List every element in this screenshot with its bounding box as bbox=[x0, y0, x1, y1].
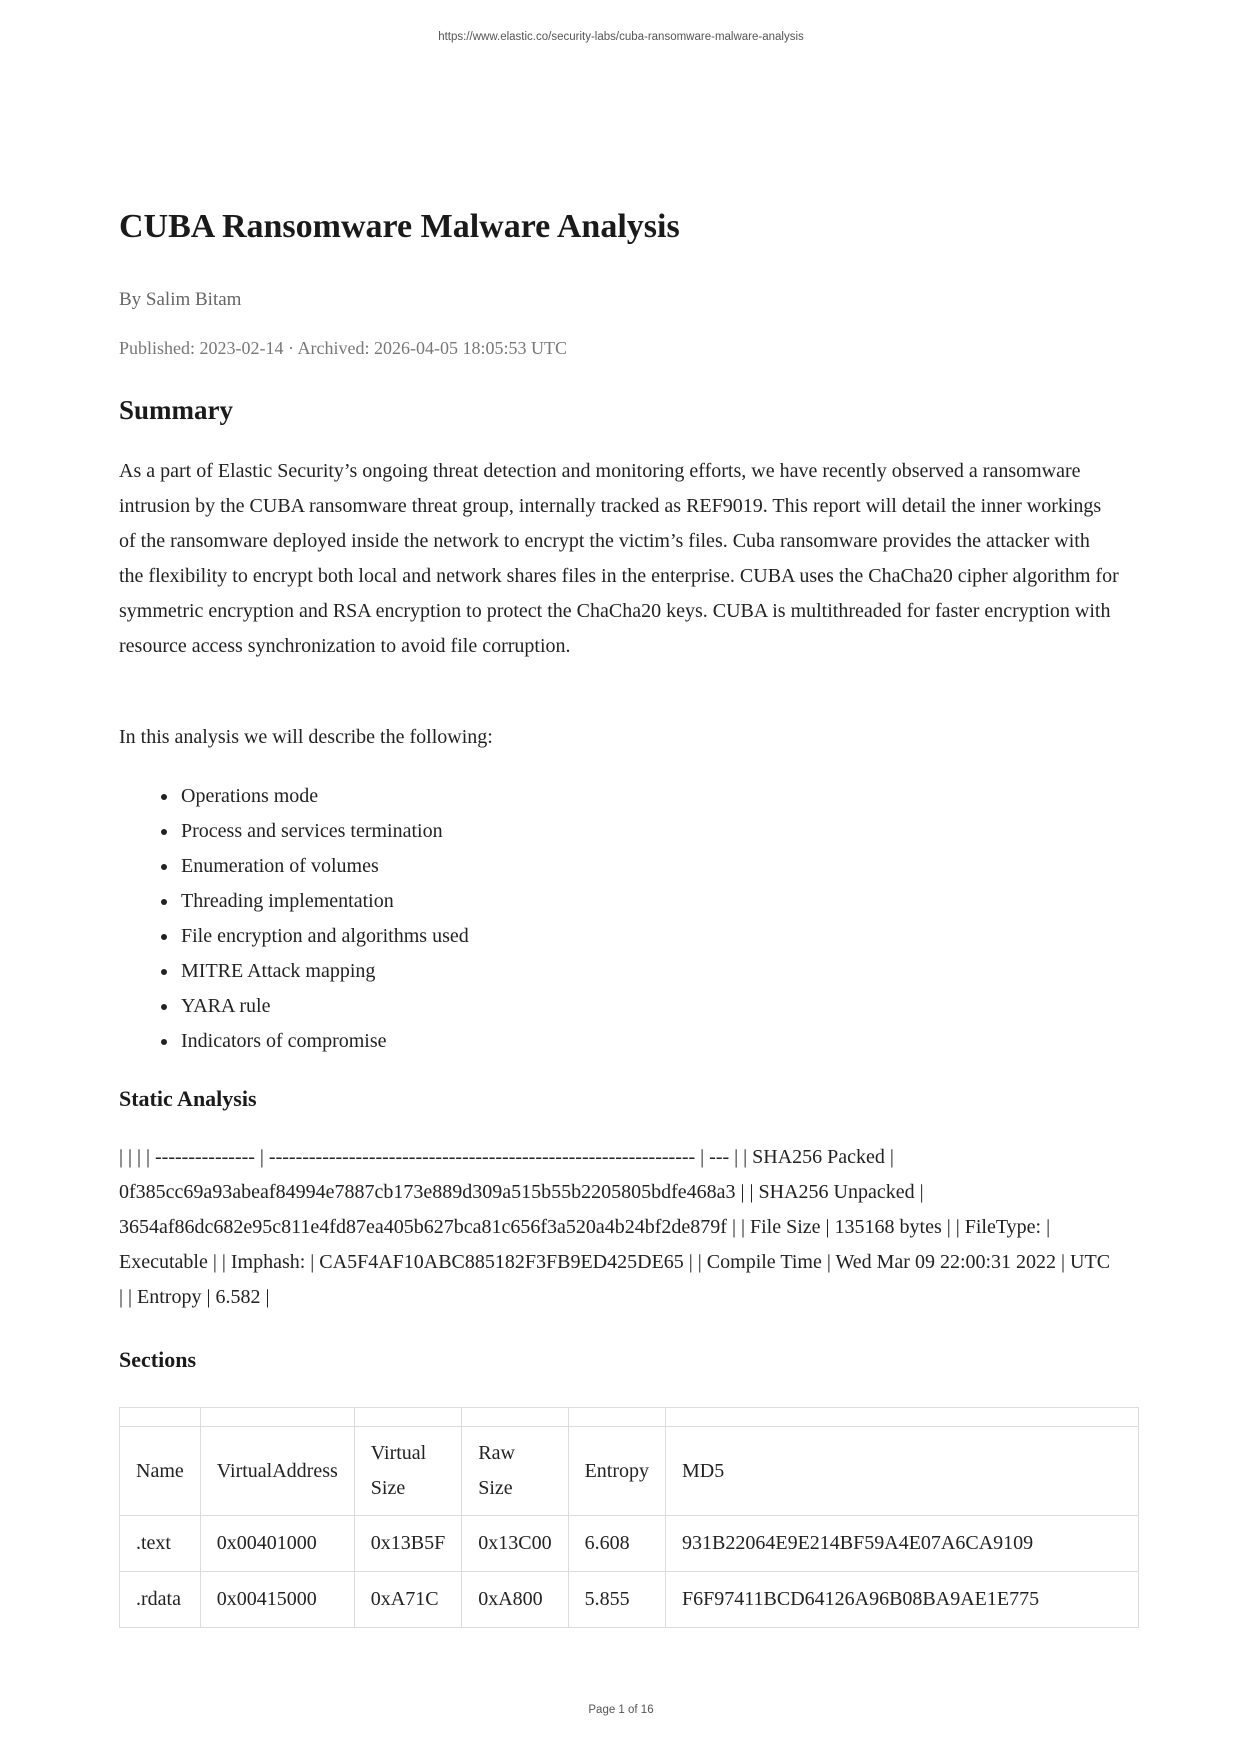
column-header: Name bbox=[120, 1427, 201, 1516]
static-analysis-text: | | | | --------------- | ---------------------------------------------------------------- | --- | | SHA256 Packed | 0f385cc69a93abeaf84994e7887cb173e889d309a515b55b2205805bdfe468a3 | | SHA256 Unpacked | 3654af86dc682e95c811e4fd87ea405b627bca81c656f3a520a4b24bf2de879f | | File Size | 135168 bytes | | FileType: | Executable | | Imphash: | CA5F4AF10ABC885182F3FB9ED425DE65 | | Compile Time | Wed Mar 09 22:00:31 2022 | UTC | | Entropy | 6.582 | bbox=[119, 1146, 1111, 1308]
topic-list bbox=[119, 779, 469, 1059]
table-cell: 0x13C00 bbox=[462, 1516, 568, 1572]
column-header: Virtual Size bbox=[354, 1427, 461, 1516]
column-header: Entropy bbox=[568, 1427, 665, 1516]
static-analysis-heading: Static Analysis bbox=[119, 1086, 257, 1111]
table-row bbox=[120, 1516, 1139, 1572]
sections-heading: Sections bbox=[119, 1347, 196, 1372]
table-row bbox=[120, 1572, 1139, 1628]
summary-paragraph: As a part of Elastic Security’s ongoing threat detection and monitoring efforts, we have recently observed a ransomware intrusion by the CUBA ransomware threat group, internally tracked as REF9019. This report will detail the inner workings of the ransomware deployed inside the network to encrypt the victim’s files. Cuba ransomware provides the attacker with the flexibility to encrypt both local and network shares files in the enterprise. CUBA uses the ChaCha20 cipher algorithm for symmetric encryption and RSA encryption to protect the ChaCha20 keys. CUBA is multithreaded for faster encryption with resource access synchronization to avoid file corruption. bbox=[119, 460, 1119, 657]
table-spacer-row bbox=[120, 1408, 1139, 1427]
analysis-intro: In this analysis we will describe the following: bbox=[119, 726, 493, 748]
sections-table bbox=[119, 1407, 1139, 1628]
summary-heading: Summary bbox=[119, 395, 233, 425]
table-header-row bbox=[120, 1427, 1139, 1516]
source-url: https://www.elastic.co/security-labs/cuba-ransomware-malware-analysis bbox=[438, 31, 804, 43]
table-cell: 0x00401000 bbox=[200, 1516, 354, 1572]
table-cell: .rdata bbox=[120, 1572, 201, 1628]
list-item: Operations mode bbox=[181, 779, 469, 814]
table-cell: 5.855 bbox=[568, 1572, 665, 1628]
list-item: Threading implementation bbox=[181, 884, 469, 919]
table-cell: 0xA71C bbox=[354, 1572, 461, 1628]
list-item: Indicators of compromise bbox=[181, 1024, 469, 1059]
list-item: File encryption and algorithms used bbox=[181, 919, 469, 954]
table-cell: .text bbox=[120, 1516, 201, 1572]
author-byline: By Salim Bitam bbox=[119, 289, 242, 310]
list-item: Process and services termination bbox=[181, 814, 469, 849]
page-number: Page 1 of 16 bbox=[588, 1704, 654, 1716]
list-item: YARA rule bbox=[181, 989, 469, 1024]
publication-info: Published: 2023-02-14 · Archived: 2026-04-05 18:05:53 UTC bbox=[119, 338, 567, 358]
column-header: Raw Size bbox=[462, 1427, 568, 1516]
list-item: Enumeration of volumes bbox=[181, 849, 469, 884]
column-header: MD5 bbox=[666, 1427, 1139, 1516]
table-cell: F6F97411BCD64126A96B08BA9AE1E775 bbox=[666, 1572, 1139, 1628]
table-cell: 0xA800 bbox=[462, 1572, 568, 1628]
table-cell: 6.608 bbox=[568, 1516, 665, 1572]
article-title: CUBA Ransomware Malware Analysis bbox=[119, 208, 680, 245]
list-item: MITRE Attack mapping bbox=[181, 954, 469, 989]
table-cell: 931B22064E9E214BF59A4E07A6CA9109 bbox=[666, 1516, 1139, 1572]
column-header: VirtualAddress bbox=[200, 1427, 354, 1516]
table-cell: 0x13B5F bbox=[354, 1516, 461, 1572]
table-cell: 0x00415000 bbox=[200, 1572, 354, 1628]
